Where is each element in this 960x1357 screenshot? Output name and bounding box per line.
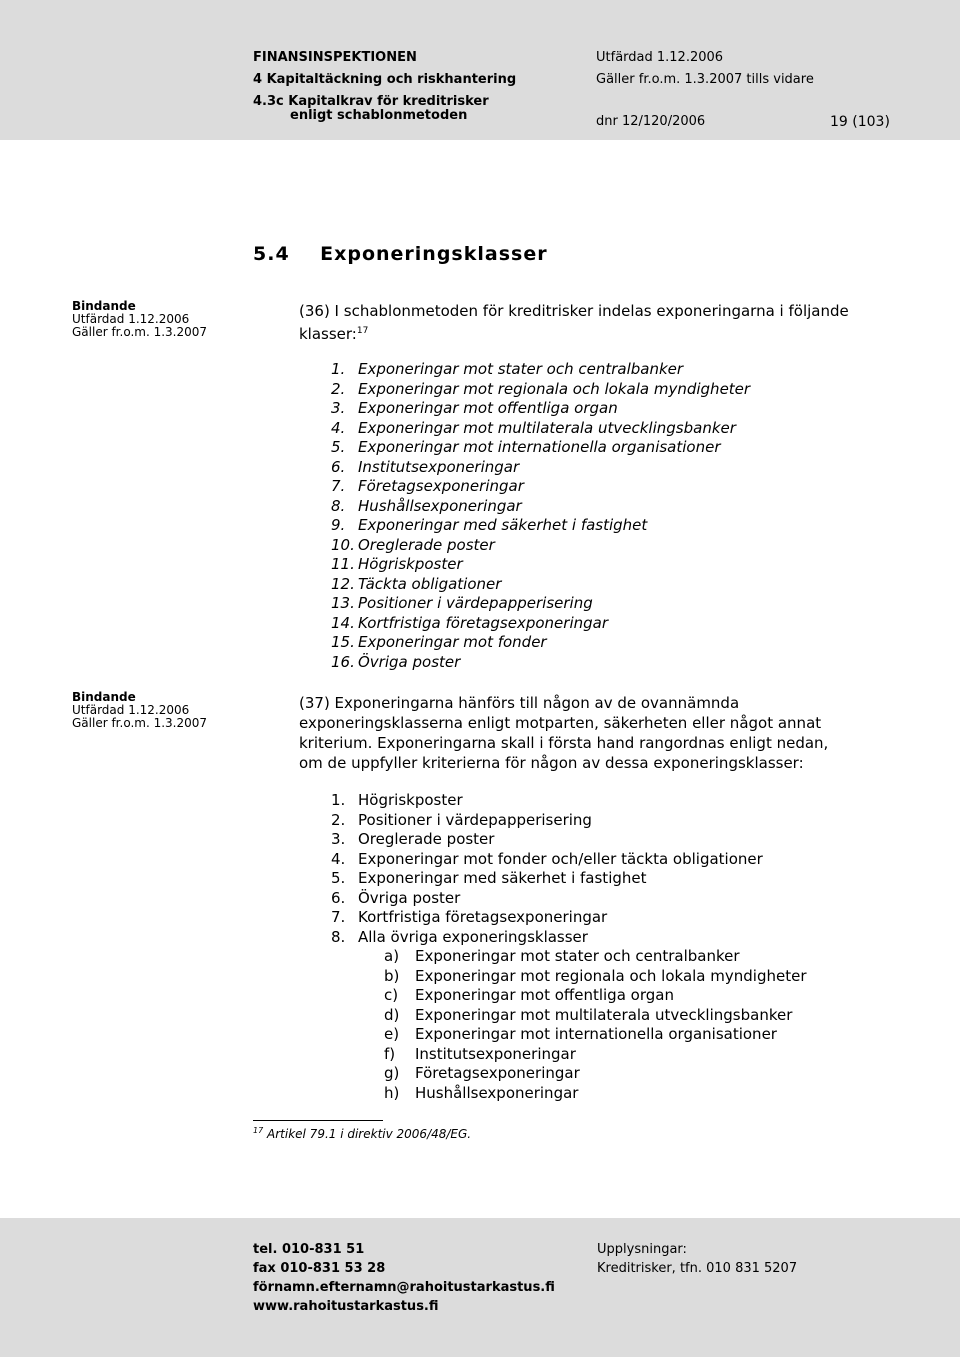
list-item <box>331 614 750 634</box>
list-item-number: a) <box>384 947 400 965</box>
footnote-text: Artikel 79.1 i direktiv 2006/48/EG. <box>267 1127 472 1141</box>
footer-info-label: Upplysningar: <box>597 1242 687 1257</box>
list-item-number: 14. <box>331 613 355 632</box>
list-item-number: 12. <box>331 574 355 593</box>
list-item-text: Exponeringar mot regionala och lokala myndigheter <box>358 379 751 398</box>
list-item-number: 6. <box>331 457 346 476</box>
list-item-text: Hushållsexponeringar <box>358 496 522 515</box>
list-item-number: e) <box>384 1025 400 1043</box>
footnote-divider <box>253 1120 383 1121</box>
list-item-text: Hushållsexponeringar <box>415 1083 579 1102</box>
list-item-number: 5. <box>331 438 346 456</box>
list-item-number: 1. <box>331 791 346 809</box>
list-item-text: Exponeringar mot internationella organisationer <box>358 438 721 456</box>
sub-list-item <box>384 1045 806 1065</box>
list-item-text: Högriskposter <box>358 791 463 809</box>
list-item <box>331 497 750 517</box>
list-item-number: b) <box>384 966 400 985</box>
list-item-number: 13. <box>331 594 355 612</box>
list-item <box>331 399 750 419</box>
issued-date: Utfärdad 1.12.2006 <box>596 50 724 65</box>
sub-class-list <box>384 947 806 1103</box>
list-item-number: g) <box>384 1064 400 1082</box>
sub-list-item <box>384 1025 806 1045</box>
margin-note <box>72 300 207 339</box>
list-item-number: f) <box>384 1044 396 1063</box>
paragraph-37-line: (37) Exponeringarna hänförs till någon av de ovannämnda <box>299 694 740 712</box>
list-item-number: 4. <box>331 849 346 868</box>
list-item-text: Täckta obligationer <box>358 574 502 593</box>
sub-list-item <box>384 986 806 1006</box>
list-item-text: Exponeringar mot regionala och lokala myndigheter <box>415 966 807 985</box>
list-item-text: Exponeringar mot fonder <box>358 633 547 651</box>
footnote-number: 17 <box>253 1126 264 1135</box>
priority-list <box>331 791 763 947</box>
list-item-text: Exponeringar mot offentliga organ <box>415 986 674 1004</box>
list-item-text: Alla övriga exponeringsklasser <box>358 927 588 946</box>
list-item <box>331 555 750 575</box>
list-item-text: Övriga poster <box>358 888 461 907</box>
paragraph-37-line: om de uppfyller kriterierna för någon av dessa exponeringsklasser: <box>299 754 804 772</box>
dnr-number: dnr 12/120/2006 <box>596 114 706 129</box>
org-name: FINANSINSPEKTIONEN <box>253 50 417 65</box>
footnote-ref: 17 <box>356 326 369 336</box>
list-item-text: Oreglerade poster <box>358 830 495 848</box>
list-item <box>331 791 763 811</box>
list-item-number: d) <box>384 1005 400 1024</box>
binding-status: Bindande <box>72 690 136 704</box>
list-item-number: 15. <box>331 633 355 651</box>
sub-list-item <box>384 967 806 987</box>
list-item <box>331 850 763 870</box>
list-item <box>331 516 750 536</box>
list-item <box>331 653 750 673</box>
section-title: 4.3c Kapitalkrav för kreditrisker <box>253 94 489 109</box>
list-item-number: c) <box>384 986 399 1004</box>
margin-issued: Utfärdad 1.12.2006 <box>72 312 190 326</box>
list-item-number: 2. <box>331 379 346 398</box>
list-item-text: Företagsexponeringar <box>358 477 524 495</box>
margin-issued: Utfärdad 1.12.2006 <box>72 703 190 717</box>
footer-info-value: Kreditrisker, tfn. 010 831 5207 <box>597 1261 798 1276</box>
binding-status: Bindande <box>72 299 136 313</box>
list-item-text: Exponeringar med säkerhet i fastighet <box>358 516 648 534</box>
list-item-text: Exponeringar mot multilaterala utvecklingsbanker <box>415 1005 793 1024</box>
list-item <box>331 458 750 478</box>
list-item-number: 8. <box>331 496 346 515</box>
footer-fax: fax 010-831 53 28 <box>253 1261 386 1276</box>
list-item <box>331 575 750 595</box>
list-item-number: 9. <box>331 516 346 534</box>
list-item-text: Högriskposter <box>358 555 463 573</box>
sub-list-item <box>384 947 806 967</box>
paragraph-36-text: klasser: <box>299 325 357 343</box>
list-item-text: Institutsexponeringar <box>415 1044 576 1063</box>
list-item-text: Positioner i värdepapperisering <box>358 594 593 612</box>
list-item <box>331 811 763 831</box>
list-item-text: Exponeringar mot fonder och/eller täckta obligationer <box>358 849 763 868</box>
list-item-number: 3. <box>331 830 346 848</box>
sub-list-item <box>384 1084 806 1104</box>
list-item-number: 5. <box>331 869 346 887</box>
page-number: 19 (103) <box>830 114 890 130</box>
method-title: enligt schablonmetoden <box>290 108 468 123</box>
exposure-class-list <box>331 360 750 672</box>
paragraph-37-line: kriterium. Exponeringarna skall i första hand rangordnas enligt nedan, <box>299 734 829 752</box>
list-item-text: Exponeringar mot internationella organisationer <box>415 1025 777 1043</box>
list-item <box>331 889 763 909</box>
footer-phone: tel. 010-831 51 <box>253 1242 365 1257</box>
list-item-text: Övriga poster <box>358 652 461 671</box>
list-item <box>331 438 750 458</box>
list-item-text: Exponeringar mot multilaterala utvecklingsbanker <box>358 418 736 437</box>
list-item-text: Exponeringar mot stater och centralbanker <box>415 947 740 965</box>
footnote <box>253 1126 471 1141</box>
list-item <box>331 360 750 380</box>
list-item <box>331 380 750 400</box>
list-item-number: 8. <box>331 927 346 946</box>
list-item <box>331 477 750 497</box>
section-heading: 5.4 Exponeringsklasser <box>253 243 548 265</box>
margin-valid: Gäller fr.o.m. 1.3.2007 <box>72 325 208 339</box>
list-item-number: 16. <box>331 652 355 671</box>
paragraph-37-line: exponeringsklasserna enligt motparten, säkerheten eller något annat <box>299 714 822 732</box>
chapter-title: 4 Kapitaltäckning och riskhantering <box>253 72 517 87</box>
list-item-number: h) <box>384 1083 400 1102</box>
paragraph-36-line <box>299 321 368 344</box>
list-item-number: 2. <box>331 810 346 829</box>
list-item-text: Kortfristiga företagsexponeringar <box>358 908 608 926</box>
list-item <box>331 830 763 850</box>
list-item-text: Företagsexponeringar <box>415 1064 580 1082</box>
list-item-text: Positioner i värdepapperisering <box>358 810 592 829</box>
list-item-number: 4. <box>331 418 346 437</box>
paragraph-36-line: (36) I schablonmetoden för kreditrisker indelas exponeringarna i följande <box>299 302 849 320</box>
list-item-text: Exponeringar med säkerhet i fastighet <box>358 869 647 887</box>
list-item-number: 11. <box>331 555 355 573</box>
list-item-text: Institutsexponeringar <box>358 457 520 476</box>
list-item-number: 10. <box>331 535 355 554</box>
list-item <box>331 633 750 653</box>
sub-list-item <box>384 1064 806 1084</box>
list-item <box>331 594 750 614</box>
list-item-number: 3. <box>331 399 346 417</box>
list-item-number: 1. <box>331 360 346 378</box>
list-item-number: 7. <box>331 908 346 926</box>
footer-email[interactable]: förnamn.efternamn@rahoitustarkastus.fi <box>253 1280 555 1295</box>
sub-list-item <box>384 1006 806 1026</box>
valid-date: Gäller fr.o.m. 1.3.2007 tills vidare <box>596 72 814 87</box>
list-item-text: Exponeringar mot offentliga organ <box>358 399 618 417</box>
list-item <box>331 419 750 439</box>
list-item <box>331 928 763 948</box>
list-item-text: Exponeringar mot stater och centralbanker <box>358 360 684 378</box>
footer-website[interactable]: www.rahoitustarkastus.fi <box>253 1299 439 1314</box>
list-item-text: Kortfristiga företagsexponeringar <box>358 613 609 632</box>
margin-note <box>72 691 207 730</box>
list-item-number: 6. <box>331 888 346 907</box>
list-item-text: Oreglerade poster <box>358 535 495 554</box>
list-item-number: 7. <box>331 477 346 495</box>
margin-valid: Gäller fr.o.m. 1.3.2007 <box>72 716 208 730</box>
list-item <box>331 869 763 889</box>
paragraph-37 <box>299 693 828 773</box>
list-item <box>331 908 763 928</box>
list-item <box>331 536 750 556</box>
